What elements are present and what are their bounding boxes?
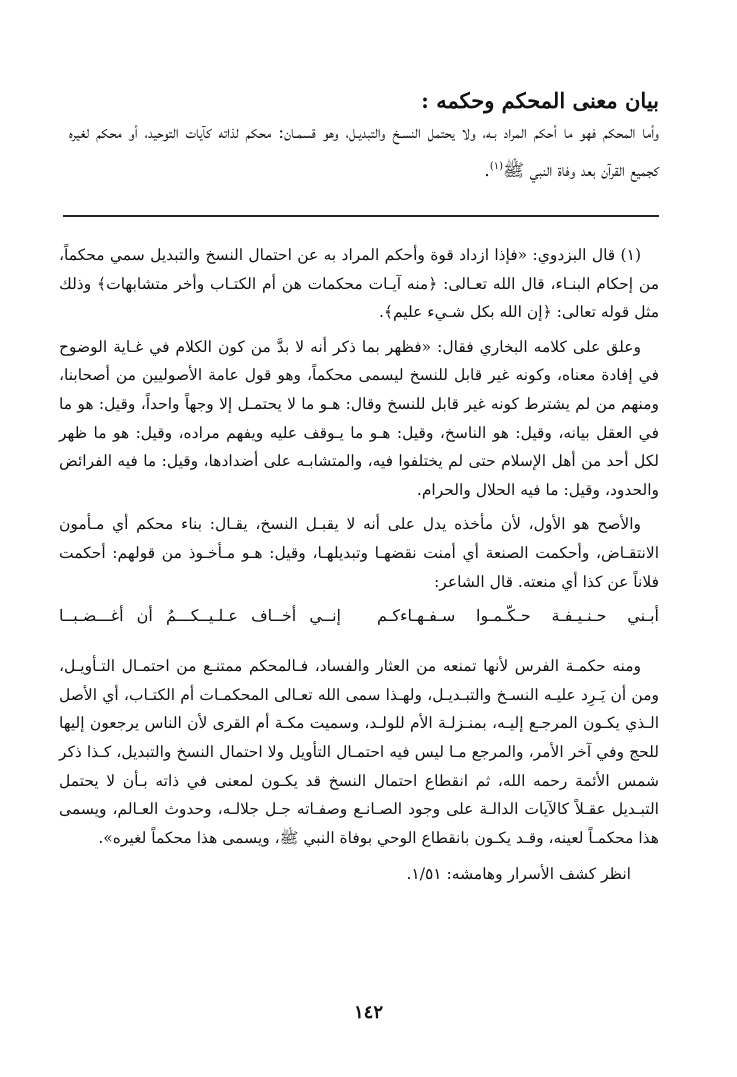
footnote-paragraph-4: ومنه حكمـة الفرس لأنها تمنعه من العثار والفساد، فـالمحكم ممتنـع من احتمـال التـأويـل، ومن أن يَـرِد عليـه النسـخ والتبـديـل، ولهـذا سمى الله تعـالى المحكمـات أم الكتـاب، أي الأصل الـذي يكـون المرجـع إليـه، بمنـزلـة الأم للولـد، وسميت مكـة أم القرى لأن الناس يرجعون إليها للحج وفي آخر الأمر، والمرجع مـا ليس فيه احتمـال التأويل ولا احتمال النسخ والتبديل، كـذا ذكر شمس الأئمة رحمه الله، ثم انقطاع احتمال النسخ قد يكـون لمعنى في ذاته بـأن لا يحتمل التبـديل عقـلاً كالآيات الدالـة على وجود الصـانـع وصفـاته جـل جلالـه، وحدوث العـالم، ويسمى هذا محكمـاً لعينه، وقـد يكـون بانقطاع الوحي بوفاة النبي ﷺ، ويسمى هذا محكماً لغيره». [59, 657, 659, 847]
footnote-paragraph-1: (١) قال البزدوي: «فإذا ازداد قوة وأحكم المراد به عن احتمال النسخ والتبديل سمي محكماً، من إحكام البنـاء، قال الله تعـالى: ﴿منه آيـات محكمات هن أم الكتـاب وأخر متشابهات﴾ وذلك مثل قوله تعالى: ﴿إن الله بكل شـيء عليم﴾. [59, 246, 659, 322]
main-paragraph [69, 117, 659, 188]
main-paragraph-text: وأما المحكم فهو ما أحكم المراد بـه، ولا يحتمل النسـخ والتبديـل، وهو قسمـان: محكم لذاته كآيات التوحيد، أو محكم لغيره كجميع القرآن بعد وفاة النبي ﷺ [69, 123, 659, 181]
footnotes-section [59, 241, 659, 895]
footnote-paragraph-3: والأصح هو الأول، لأن مأخذه يدل على أنه لا يقبـل النسخ، يقـال: بناء محكم أي مـأمون الانتقـاض، وأحكمت الصنعة أي أمنت نقضهـا وتبديلهـا، وقيل: هـو مـأخـوذ من قولهم: أحكمت فلاناً عن كذا أي منعته. قال الشاعر: [59, 515, 659, 591]
main-paragraph-end: . [484, 160, 490, 181]
footnote-paragraph-2: وعلق على كلامه البخاري فقال: «فظهر بما ذكر أنه لا بدَّ من كون الكلام في غـاية الوضوح في إفادة معناه، وكونه غير قابل للنسخ ليسمى محكماً، وهو قول عامة الأصوليين من أصحابنا، ومنهم من لم يشترط كونه غير قابل للنسخ وقال: هـو ما لا يحتمـل إلا وجهاً واحداً، وقيل: هو ما في العقل بيانه، وقيل: هو الناسخ، وقيل: هـو ما يـوقف عليه ويفهم مراده، وقيل: هو ما ظهر لكل أحد من أهل الإسلام حتى لم يختلفوا فيه، والمتشابـه على أضدادها، وقيل: ما فيه الفرائض والحدود، وقيل: ما فيه الحلال والحرام. [59, 337, 659, 499]
page-number: ١٤٢ [353, 1002, 383, 1023]
verse-second-hemistich: إنــي أخــاف عـلـيــكـــمُ أن أغـــضـبــا [59, 606, 341, 626]
footnote-reference[interactable]: (١) [489, 161, 504, 172]
verse-first-hemistich: أبـني حـنـيـفـة حـكّـمـوا سـفـهـاءكـم [377, 606, 659, 626]
poetry-verse [59, 602, 659, 630]
footnote-separator [63, 215, 659, 217]
source-citation: انظر كشف الأسرار وهامشه: ١/٥١. [406, 865, 631, 884]
section-heading: بيان معنى المحكم وحكمه : [421, 88, 659, 113]
